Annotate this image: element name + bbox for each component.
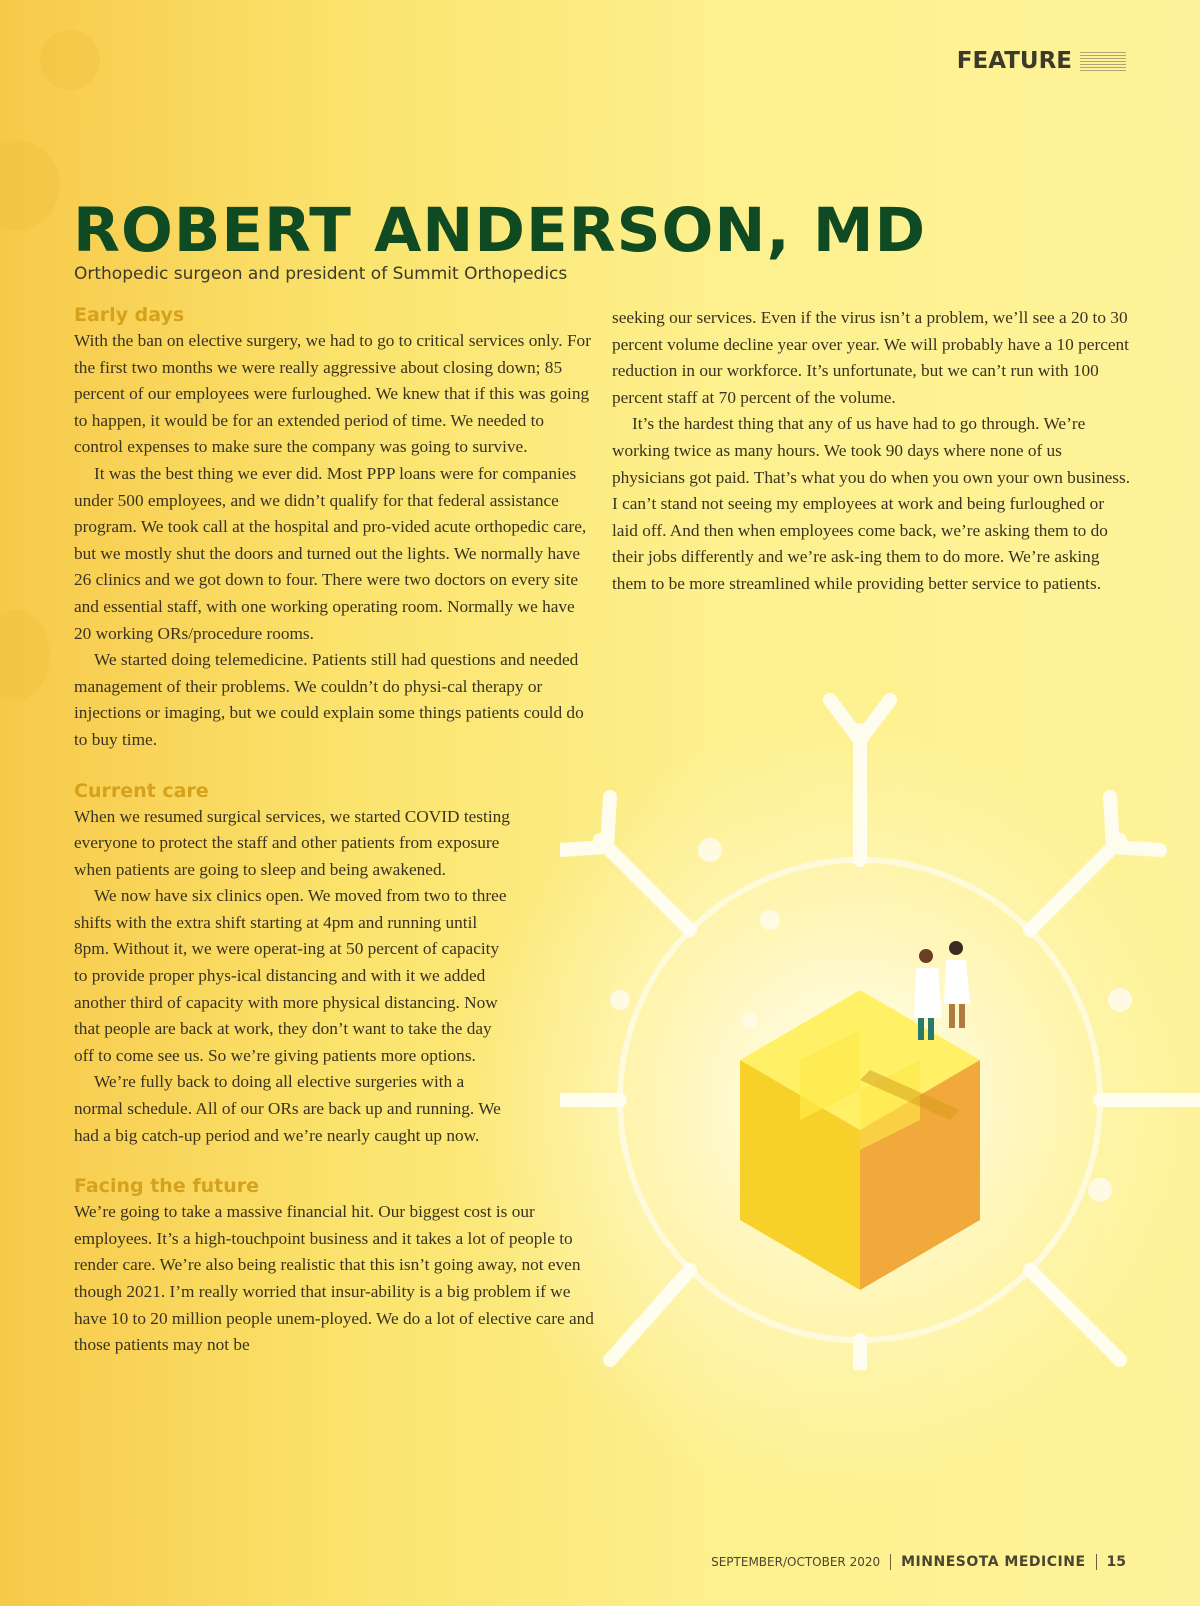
paragraph: When we resumed surgical services, we started COVID testing everyone to protect the staff and other patients from exposure when patients are going to sleep and being awakened. (74, 806, 510, 879)
section-label: FEATURE (956, 48, 1072, 74)
magazine-name: MINNESOTA MEDICINE (901, 1554, 1086, 1570)
right-column (612, 305, 1132, 598)
section-heading: Current care (74, 779, 209, 802)
background-dot (40, 30, 100, 90)
paragraph: It was the best thing we ever did. Most PPP loans were for companies under 500 employees, and we didn’t qualify for that federal assistance program. We took call at the hospital and pro-vided acute orthopedic care, but we mostly shut the doors and turned out the lights. We normally have 26 clinics and we got down to four. There were two doctors on every site and essential staff, with one working operating room. Normally we have 20 working ORs/procedure rooms. (74, 463, 587, 643)
divider (890, 1554, 891, 1570)
section-heading: Facing the future (74, 1175, 259, 1198)
running-head (957, 48, 1126, 74)
page-number: 15 (1106, 1554, 1126, 1570)
background-dot (0, 610, 50, 700)
section-facing-the-future (74, 1173, 594, 1359)
background-dot (0, 140, 60, 230)
article-title: ROBERT ANDERSON, MD (73, 195, 927, 266)
paragraph: We’re fully back to doing all elective surgeries with a normal schedule. All of our ORs are back up and running. We had a big catch-up period and we’re nearly caught up now. (74, 1072, 501, 1145)
page-footer (711, 1554, 1126, 1570)
paragraph: With the ban on elective surgery, we had to go to critical services only. For the first two months we were really aggressive about closing down; 85 percent of our employees were furloughed. We knew that if this was going to happen, it would be for an extended period of time. We needed to control expenses to make sure the company was going to survive. (74, 331, 591, 457)
issue-date: SEPTEMBER/OCTOBER 2020 (711, 1555, 881, 1569)
section-heading: Early days (74, 304, 185, 326)
hatch-pattern-icon (1080, 51, 1126, 71)
paragraph: seeking our services. Even if the virus isn’t a problem, we’ll see a 20 to 30 percent volume decline year over year. We will probably have a 10 percent reduction in our workforce. It’s unfortunate, but we can’t run with 100 percent staff at 70 percent of the volume. (612, 308, 1129, 407)
divider (1096, 1554, 1097, 1570)
paragraph: We now have six clinics open. We moved from two to three shifts with the extra shift starting at 4pm and running until 8pm. Without it, we were operat-ing at 50 percent of capacity to provide proper phys-ical distancing and with it we added another third of capacity with more physical distancing. Now that people are back at work, they don’t want to take the day off to come see us. So we’re giving patients more options. (74, 886, 507, 1065)
paragraph: We’re going to take a massive financial hit. Our biggest cost is our employees. It’s a high-touchpoint business and it takes a lot of people to render care. We’re also being realistic that this isn’t going away, not even though 2021. I’m really worried that insur-ability is a big problem if we have 10 to 20 million people unem-ployed. We do a lot of elective care and those patients may not be (74, 1202, 594, 1355)
left-column (74, 302, 594, 1383)
virus-illustration-with-two-doctors-icon (560, 670, 1200, 1370)
section-current-care (74, 778, 514, 1150)
paragraph: It’s the hardest thing that any of us have had to go through. We’re working twice as many hours. We took 90 days where none of us physicians got paid. That’s what you do when you own your own business. I can’t stand not seeing my employees at work and being furloughed or laid off. And then when employees come back, we’re asking them to do their jobs differently and we’re ask-ing them to do more. We’re asking them to be more streamlined while providing better service to patients. (612, 414, 1131, 593)
article-subtitle: Orthopedic surgeon and president of Summit Orthopedics (74, 264, 568, 284)
section-early-days (74, 302, 594, 754)
paragraph: We started doing telemedicine. Patients still had questions and needed management of their problems. We couldn’t do physi-cal therapy or injections or imaging, but we could explain some things patients could do to buy time. (74, 650, 584, 749)
